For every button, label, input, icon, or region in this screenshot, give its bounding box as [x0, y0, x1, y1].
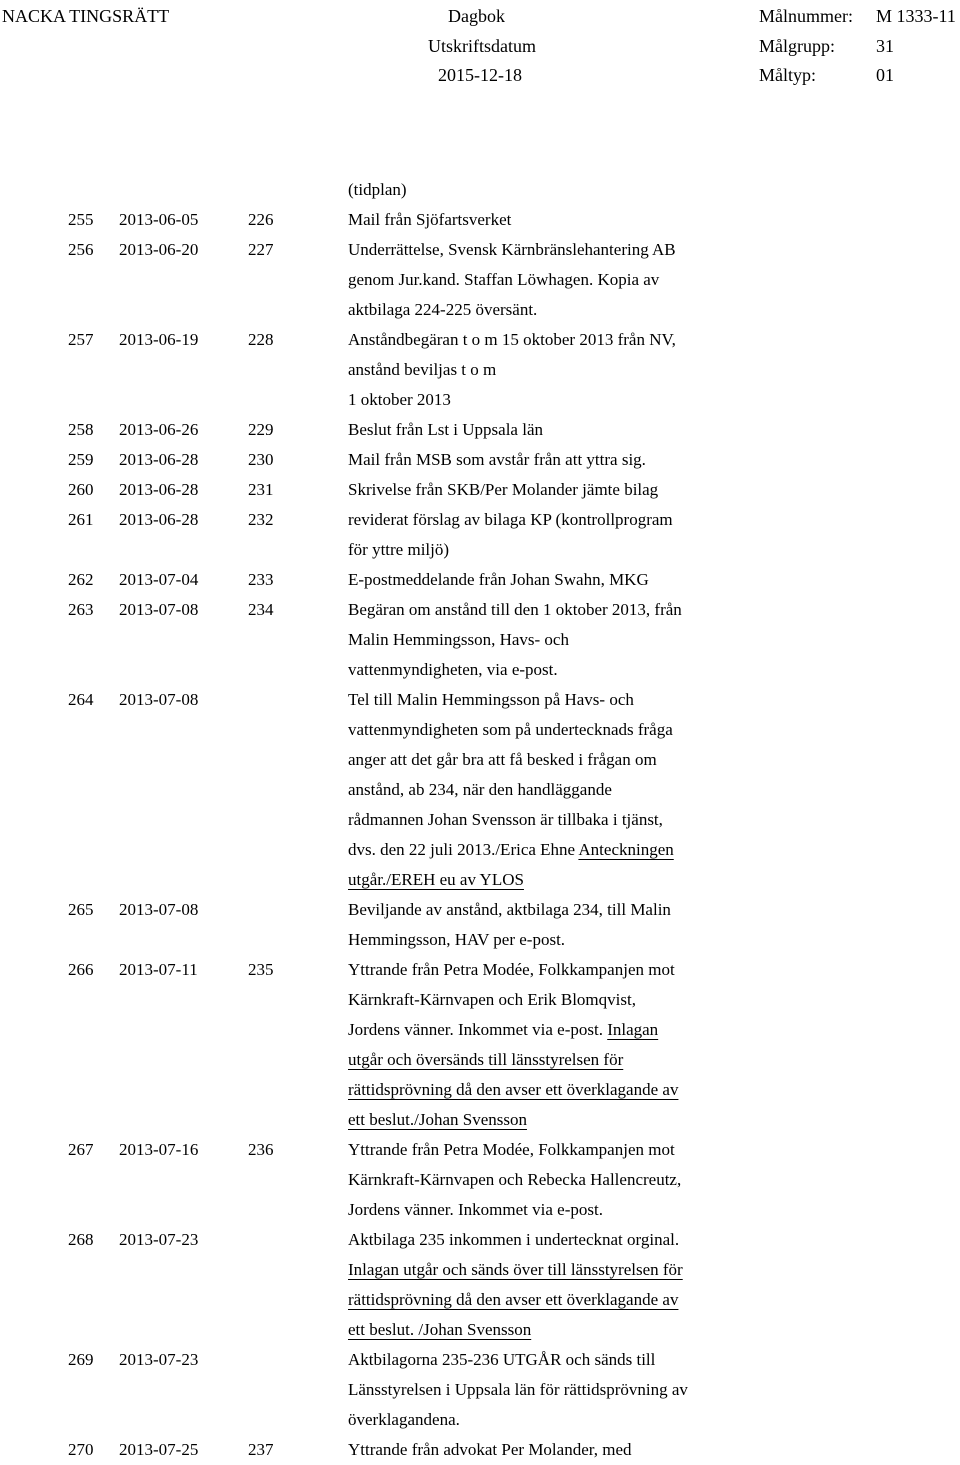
entry-text-line: Länsstyrelsen i Uppsala län för rättidsprövning av [348, 1380, 688, 1399]
entry-text [348, 205, 738, 235]
diary-entry [0, 175, 960, 205]
entry-number: 267 [68, 1140, 94, 1159]
entry-number: 262 [68, 570, 94, 589]
entry-aktbilaga: 233 [248, 570, 274, 589]
case-group-value: 31 [876, 36, 894, 56]
diary-entry [0, 1225, 960, 1345]
diary-entry [0, 1135, 960, 1225]
entry-text [348, 685, 738, 895]
entry-aktbilaga: 232 [248, 510, 274, 529]
entry-text [348, 565, 738, 595]
entry-text-line [348, 1015, 738, 1045]
entry-number: 263 [68, 600, 94, 619]
court-name: NACKA TINGSRÄTT [2, 6, 170, 26]
text-segment: Jordens vänner. Inkommet via e-post. [348, 1020, 608, 1039]
entry-date: 2013-07-08 [119, 600, 199, 619]
entry-number: 255 [68, 210, 94, 229]
entry-text [348, 1135, 738, 1225]
entry-text-line: anstånd, ab 234, när den handläggande [348, 780, 612, 799]
entry-aktbilaga: 235 [248, 960, 274, 979]
document-title: Dagbok [448, 6, 505, 26]
entry-text [348, 955, 738, 1135]
entry-aktbilaga: 228 [248, 330, 274, 349]
entry-date: 2013-06-28 [119, 510, 199, 529]
entry-text-line: Aktbilaga 235 inkommen i undertecknat orginal. [348, 1230, 680, 1249]
entry-text [348, 505, 738, 565]
entry-text-line: Anståndbegäran t o m 15 oktober 2013 från NV, [348, 330, 676, 349]
entry-text [348, 235, 738, 325]
underlined-note: Anteckningen [578, 840, 674, 859]
entry-aktbilaga: 236 [248, 1140, 274, 1159]
entry-number: 270 [68, 1440, 94, 1459]
entry-text-line: ett beslut. /Johan Svensson [348, 1320, 532, 1339]
entry-date: 2013-06-28 [119, 480, 199, 499]
diary-entry [0, 1345, 960, 1435]
entry-date: 2013-07-23 [119, 1350, 199, 1369]
entry-text-line: Mail från MSB som avstår från att yttra sig. [348, 450, 646, 469]
entry-text-line: Begäran om anstånd till den 1 oktober 2013, från [348, 600, 682, 619]
entry-text [348, 1225, 738, 1345]
entry-text-line: (tidplan) [348, 180, 407, 199]
entry-text [348, 415, 738, 445]
entry-aktbilaga: 237 [248, 1440, 274, 1459]
entry-text-line: utgår./EREH eu av YLOS [348, 870, 524, 889]
entry-text-line: Skrivelse från SKB/Per Molander jämte bilag [348, 480, 659, 499]
diary-entry [0, 565, 960, 595]
entry-number: 266 [68, 960, 94, 979]
entry-text [348, 1345, 738, 1435]
entry-number: 258 [68, 420, 94, 439]
entry-text-line: överklagandena. [348, 1410, 460, 1429]
diary-entry [0, 1435, 960, 1465]
entry-text-line: rådmannen Johan Svensson är tillbaka i tjänst, [348, 810, 663, 829]
entry-number: 257 [68, 330, 94, 349]
diary-entry [0, 475, 960, 505]
case-number-label: Målnummer: [759, 6, 853, 26]
entry-date: 2013-06-26 [119, 420, 199, 439]
entry-text [348, 595, 738, 685]
page-header [0, 0, 960, 170]
print-date-label: Utskriftsdatum [428, 36, 536, 56]
entry-text-line: Yttrande från Petra Modée, Folkkampanjen mot [348, 1140, 675, 1159]
entry-text-line: rättidsprövning då den avser ett överklagande av [348, 1080, 679, 1099]
entry-aktbilaga: 229 [248, 420, 274, 439]
diary-entry [0, 505, 960, 565]
case-type-label: Måltyp: [759, 65, 816, 85]
entry-text-line: reviderat förslag av bilaga KP (kontrollprogram [348, 510, 673, 529]
entry-text-line: Kärnkraft-Kärnvapen och Rebecka Hallencreutz, [348, 1170, 682, 1189]
entry-text-line: Aktbilagorna 235-236 UTGÅR och sänds till [348, 1350, 656, 1369]
entry-text-line: Hemmingsson, HAV per e-post. [348, 930, 566, 949]
entry-date: 2013-06-19 [119, 330, 199, 349]
entry-text-line: anger att det går bra att få besked i frågan om [348, 750, 657, 769]
entry-text-line: Beviljande av anstånd, aktbilaga 234, till Malin [348, 900, 671, 919]
entry-text-line: aktbilaga 224-225 översänt. [348, 300, 538, 319]
diary-entry [0, 445, 960, 475]
entry-text-line: Mail från Sjöfartsverket [348, 210, 512, 229]
entry-text-line [348, 835, 738, 865]
underlined-note: Inlagan [607, 1020, 659, 1039]
text-segment: dvs. den 22 juli 2013./Erica Ehne [348, 840, 579, 859]
entry-date: 2013-07-25 [119, 1440, 199, 1459]
entry-date: 2013-07-16 [119, 1140, 199, 1159]
print-date-value: 2015-12-18 [438, 65, 522, 85]
entry-aktbilaga: 234 [248, 600, 274, 619]
entry-text-line: Beslut från Lst i Uppsala län [348, 420, 543, 439]
entry-number: 264 [68, 690, 94, 709]
diary-entry [0, 235, 960, 325]
entry-date: 2013-06-05 [119, 210, 199, 229]
entry-text [348, 325, 738, 415]
diary-entry [0, 895, 960, 955]
diary-entry [0, 205, 960, 235]
entry-text-line: Kärnkraft-Kärnvapen och Erik Blomqvist, [348, 990, 636, 1009]
entry-aktbilaga: 226 [248, 210, 274, 229]
entry-date: 2013-06-20 [119, 240, 199, 259]
entry-text-line: rättidsprövning då den avser ett överklagande av [348, 1290, 679, 1309]
entry-text-line: utgår och översänds till länsstyrelsen för [348, 1050, 624, 1069]
entry-date: 2013-07-08 [119, 900, 199, 919]
entry-text-line: Malin Hemmingsson, Havs- och [348, 630, 569, 649]
entry-aktbilaga: 230 [248, 450, 274, 469]
entry-text [348, 1435, 738, 1465]
diary-entries [0, 175, 960, 1465]
entry-number: 260 [68, 480, 94, 499]
entry-text-line: Jordens vänner. Inkommet via e-post. [348, 1200, 603, 1219]
entry-text-line: 1 oktober 2013 [348, 390, 451, 409]
diary-entry [0, 415, 960, 445]
entry-text-line: för yttre miljö) [348, 540, 450, 559]
entry-date: 2013-07-08 [119, 690, 199, 709]
entry-text-line: Inlagan utgår och sänds över till länsstyrelsen för [348, 1260, 683, 1279]
case-number-value: M 1333-11 [876, 6, 956, 26]
entry-text-line: genom Jur.kand. Staffan Löwhagen. Kopia av [348, 270, 660, 289]
entry-number: 265 [68, 900, 94, 919]
entry-text-line: Yttrande från advokat Per Molander, med [348, 1440, 632, 1459]
entry-date: 2013-07-04 [119, 570, 199, 589]
entry-text [348, 445, 738, 475]
entry-date: 2013-07-11 [119, 960, 198, 979]
entry-text [348, 475, 738, 505]
entry-text [348, 895, 738, 955]
diary-entry [0, 325, 960, 415]
case-group-label: Målgrupp: [759, 36, 835, 56]
entry-text-line: Tel till Malin Hemmingsson på Havs- och [348, 690, 634, 709]
diary-entry [0, 595, 960, 685]
entry-text-line: anstånd beviljas t o m [348, 360, 497, 379]
entry-number: 269 [68, 1350, 94, 1369]
entry-text-line: Yttrande från Petra Modée, Folkkampanjen mot [348, 960, 675, 979]
entry-text-line: E-postmeddelande från Johan Swahn, MKG [348, 570, 649, 589]
entry-number: 256 [68, 240, 94, 259]
diary-entry [0, 955, 960, 1135]
entry-text [348, 175, 738, 205]
entry-text-line: vattenmyndigheten som på undertecknads fråga [348, 720, 673, 739]
entry-number: 268 [68, 1230, 94, 1249]
entry-text-line: vattenmyndigheten, via e-post. [348, 660, 558, 679]
entry-number: 261 [68, 510, 94, 529]
entry-number: 259 [68, 450, 94, 469]
entry-text-line: ett beslut./Johan Svensson [348, 1110, 527, 1129]
diary-entry [0, 685, 960, 895]
entry-text-line: Underrättelse, Svensk Kärnbränslehantering AB [348, 240, 676, 259]
entry-date: 2013-07-23 [119, 1230, 199, 1249]
entry-date: 2013-06-28 [119, 450, 199, 469]
entry-aktbilaga: 227 [248, 240, 274, 259]
entry-aktbilaga: 231 [248, 480, 274, 499]
case-type-value: 01 [876, 65, 894, 85]
